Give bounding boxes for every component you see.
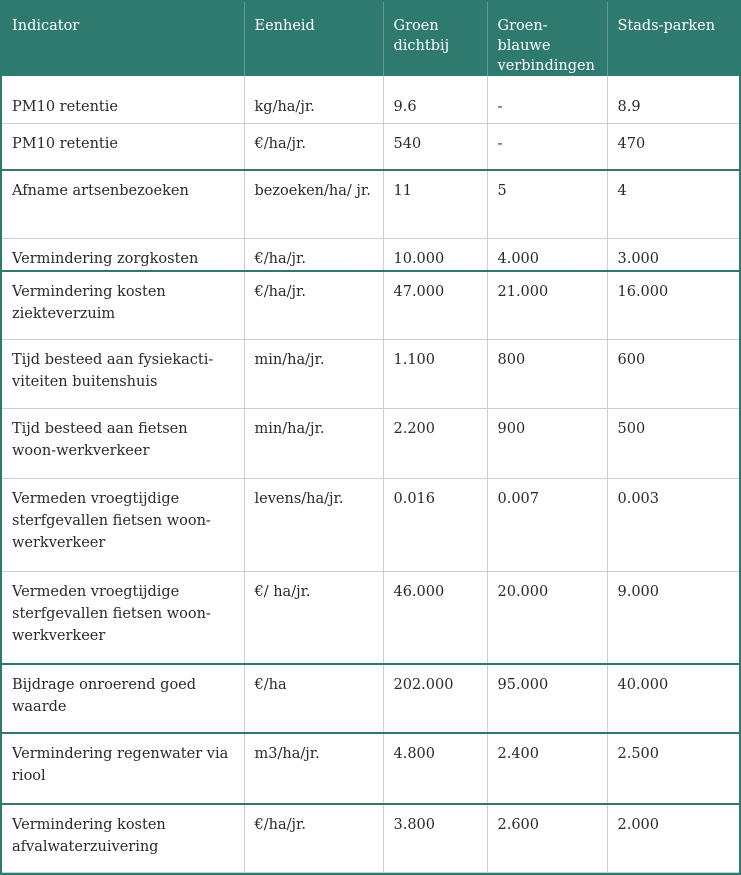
cell-indicator: Tijd besteed aan fysiekacti- viteiten buitenshuis xyxy=(2,339,244,409)
cell-groen-blauwe: 20.000 xyxy=(487,571,607,664)
table-row xyxy=(2,733,739,804)
indicator-table xyxy=(2,2,739,873)
table-row xyxy=(2,664,739,734)
cell-indicator: PM10 retentie xyxy=(2,76,244,123)
table-row xyxy=(2,478,739,571)
cell-groen-blauwe: 95.000 xyxy=(487,664,607,734)
cell-eenheid: €/ha/jr. xyxy=(244,804,383,873)
cell-indicator: Vermindering regenwater via riool xyxy=(2,733,244,804)
header-indicator: Indicator xyxy=(2,2,244,76)
cell-indicator: Afname artsenbezoeken xyxy=(2,170,244,239)
cell-stads-parken: 600 xyxy=(607,339,739,409)
table-row xyxy=(2,339,739,409)
cell-stads-parken: 8.9 xyxy=(607,76,739,123)
table-row xyxy=(2,571,739,664)
cell-stads-parken: 40.000 xyxy=(607,664,739,734)
cell-groen-dichtbij: 11 xyxy=(383,170,487,239)
cell-eenheid: €/ ha/jr. xyxy=(244,571,383,664)
cell-groen-dichtbij: 0.016 xyxy=(383,478,487,571)
cell-indicator: Bijdrage onroerend goed waarde xyxy=(2,664,244,734)
cell-groen-blauwe: 4.000 xyxy=(487,238,607,271)
cell-indicator: Vermeden vroegtijdige sterfgevallen fietsen woon-werkverkeer xyxy=(2,571,244,664)
cell-groen-dichtbij: 202.000 xyxy=(383,664,487,734)
cell-eenheid: €/ha xyxy=(244,664,383,734)
cell-stads-parken: 470 xyxy=(607,123,739,169)
cell-groen-blauwe: 21.000 xyxy=(487,271,607,340)
cell-groen-blauwe: 2.600 xyxy=(487,804,607,873)
table-row xyxy=(2,170,739,239)
cell-groen-dichtbij: 46.000 xyxy=(383,571,487,664)
cell-groen-blauwe: 800 xyxy=(487,339,607,409)
header-groen-dichtbij: Groen dichtbij xyxy=(383,2,487,76)
cell-stads-parken: 9.000 xyxy=(607,571,739,664)
cell-indicator: Vermeden vroegtijdige sterfgevallen fietsen woon-werkverkeer xyxy=(2,478,244,571)
cell-groen-dichtbij: 1.100 xyxy=(383,339,487,409)
cell-indicator: Vermindering kosten ziekteverzuim xyxy=(2,271,244,340)
cell-groen-dichtbij: 2.200 xyxy=(383,409,487,479)
header-eenheid: Eenheid xyxy=(244,2,383,76)
table-row xyxy=(2,123,739,169)
table-row xyxy=(2,238,739,271)
cell-eenheid: m3/ha/jr. xyxy=(244,733,383,804)
cell-stads-parken: 3.000 xyxy=(607,238,739,271)
header-groen-blauwe-verbindingen: Groen-blauwe verbindingen xyxy=(487,2,607,76)
table-row xyxy=(2,409,739,479)
cell-groen-dichtbij: 10.000 xyxy=(383,238,487,271)
cell-eenheid: min/ha/jr. xyxy=(244,409,383,479)
cell-stads-parken: 16.000 xyxy=(607,271,739,340)
cell-indicator: Tijd besteed aan fietsen woon-werkverkeer xyxy=(2,409,244,479)
cell-stads-parken: 2.000 xyxy=(607,804,739,873)
table-row xyxy=(2,271,739,340)
cell-stads-parken: 500 xyxy=(607,409,739,479)
cell-eenheid: kg/ha/jr. xyxy=(244,76,383,123)
cell-stads-parken: 2.500 xyxy=(607,733,739,804)
cell-indicator: Vermindering zorgkosten xyxy=(2,238,244,271)
cell-groen-dichtbij: 540 xyxy=(383,123,487,169)
cell-indicator: Vermindering kosten afvalwaterzuivering xyxy=(2,804,244,873)
cell-stads-parken: 4 xyxy=(607,170,739,239)
header-stads-parken: Stads-parken xyxy=(607,2,739,76)
cell-eenheid: €/ha/jr. xyxy=(244,238,383,271)
cell-groen-dichtbij: 9.6 xyxy=(383,76,487,123)
cell-groen-blauwe: 5 xyxy=(487,170,607,239)
cell-eenheid: levens/ha/jr. xyxy=(244,478,383,571)
cell-eenheid: €/ha/jr. xyxy=(244,123,383,169)
cell-groen-blauwe: - xyxy=(487,76,607,123)
cell-groen-blauwe: 0.007 xyxy=(487,478,607,571)
cell-groen-blauwe: 2.400 xyxy=(487,733,607,804)
cell-groen-blauwe: - xyxy=(487,123,607,169)
cell-eenheid: bezoeken/ha/ jr. xyxy=(244,170,383,239)
cell-indicator: PM10 retentie xyxy=(2,123,244,169)
cell-groen-dichtbij: 4.800 xyxy=(383,733,487,804)
cell-eenheid: min/ha/jr. xyxy=(244,339,383,409)
cell-groen-dichtbij: 3.800 xyxy=(383,804,487,873)
cell-groen-dichtbij: 47.000 xyxy=(383,271,487,340)
cell-stads-parken: 0.003 xyxy=(607,478,739,571)
cell-groen-blauwe: 900 xyxy=(487,409,607,479)
table-header-row xyxy=(2,2,739,76)
table-row xyxy=(2,76,739,123)
table-row xyxy=(2,804,739,873)
cell-eenheid: €/ha/jr. xyxy=(244,271,383,340)
